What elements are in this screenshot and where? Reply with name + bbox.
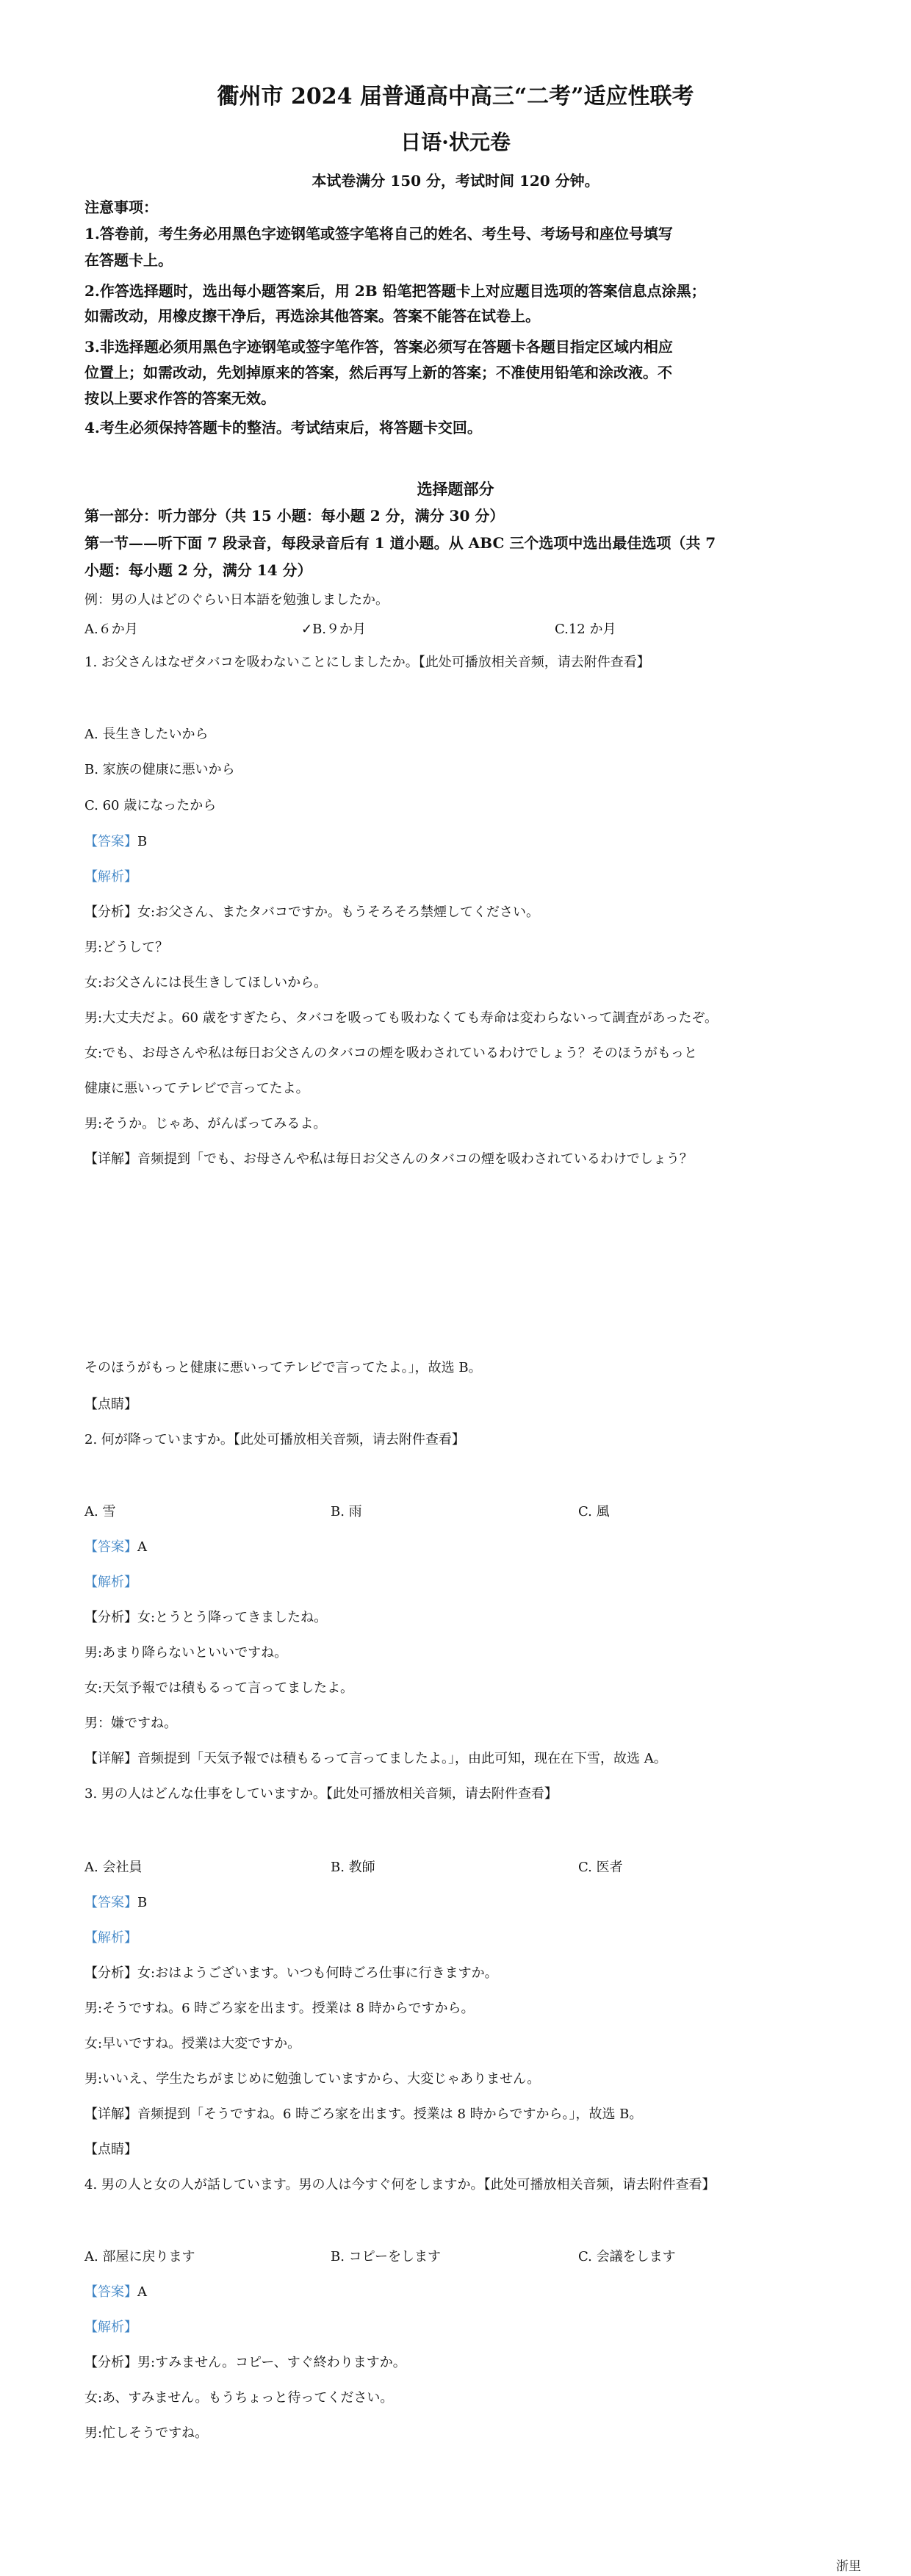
notes-line: 位置上；如需改动，先划掉原来的答案，然后再写上新的答案；不准使用铅笔和涂改液。不	[84, 364, 672, 381]
xiangjie-tag: 【详解】	[84, 2107, 137, 2122]
q4-option-a: A. 部屋に戻ります	[84, 2249, 195, 2264]
dialogue-line: 女:あ、すみません。もうちょっと待ってください。	[84, 2390, 394, 2406]
dialogue-line: 女:とうとう降ってきましたね。	[137, 1610, 328, 1625]
dialogue-line: 女:天気予報では積もるって言ってましたよ。	[84, 1680, 354, 1696]
section1-heading: 第一节——听下面 7 段录音，每段录音后有 1 道小题。从 ABC 三个选项中选出最佳选项（共 7	[84, 534, 716, 552]
dialogue-line: 健康に悪いってテレビで言ってたよ。	[84, 1081, 309, 1096]
section1-heading: 小题：每小题 2 分，满分 14 分）	[84, 561, 312, 579]
detail-text: 音频提到「そうですね。6 時ごろ家を出ます。授業は 8 時からですから。」，故选 B。	[137, 2107, 643, 2122]
answer-tag: 【答案】	[84, 1895, 137, 1910]
fenxi-tag: 【分析】	[84, 1965, 137, 1981]
q2-jiexi: 【解析】	[84, 1575, 137, 1590]
q2-detail	[84, 1750, 667, 1768]
q1-dianjing: 【点睛】	[84, 1397, 137, 1412]
dialogue-line: 男:いいえ、学生たちがまじめに勉強していますから、大変じゃありません。	[84, 2071, 541, 2087]
q3-answer	[84, 1894, 147, 1912]
q1-option-a: A. 長生きしたいから	[84, 727, 209, 742]
q1-analysis	[84, 904, 539, 921]
exam-title: 衢州市 2024 届普通高中高三“二考”适应性联考	[217, 84, 694, 109]
xiangjie-tag: 【详解】	[84, 1751, 137, 1766]
q3-dianjing: 【点睛】	[84, 2142, 137, 2157]
notes-line: 1.答卷前，考生务必用黑色字迹钢笔或签字笔将自己的姓名、考生号、考场号和座位号填写	[84, 225, 673, 242]
example-option-a: A.６か月	[84, 622, 138, 637]
dialogue-line: 男:忙しそうですね。	[84, 2425, 209, 2441]
dialogue-line: 女:おはようございます。いつも何時ごろ仕事に行きますか。	[137, 1965, 498, 1981]
answer-value: A	[137, 1539, 147, 1555]
answer-value: A	[137, 2284, 147, 2300]
notes-line: 在答题卡上。	[84, 251, 173, 269]
notes-line: 3.非选择题必须用黑色字迹钢笔或签字笔作答，答案必须写在答题卡各题目指定区域内相应	[84, 338, 673, 356]
q3-analysis	[84, 1965, 498, 1982]
notes-line: 2.作答选择题时，选出每小题答案后，用 2B 铅笔把答题卡上对应题目选项的答案信息点涂黑；	[84, 282, 706, 300]
example-option-b: ✓B.９か月	[301, 622, 367, 637]
q2-answer	[84, 1539, 147, 1556]
q3-option-a: A. 会社員	[84, 1860, 143, 1875]
dialogue-line: 男:大丈夫だよ。60 歳をすぎたら、タバコを吸っても吸わなくても寿命は変わらないって調査があったぞ。	[84, 1010, 718, 1026]
q2-option-c: C. 風	[578, 1504, 610, 1519]
score-info: 本试卷满分 150 分，考试时间 120 分钟。	[312, 172, 599, 190]
q1-detail-cont: そのほうがもっと健康に悪いってテレビで言ってたよ。」，故选 B。	[84, 1360, 482, 1375]
section-title: 选择题部分	[417, 480, 494, 498]
exam-subtitle: 日语·状元卷	[400, 130, 511, 154]
footer-watermark: 浙里	[836, 2559, 861, 2574]
fenxi-tag: 【分析】	[84, 2355, 137, 2370]
dialogue-line: 男:どうして？	[84, 940, 169, 955]
q2-question: 2. 何が降っていますか。【此处可播放相关音频，请去附件查看】	[84, 1432, 465, 1447]
q2-option-b: B. 雨	[331, 1504, 362, 1519]
q4-answer	[84, 2284, 147, 2301]
dialogue-line: 男：嫌ですね。	[84, 1716, 177, 1731]
fenxi-tag: 【分析】	[84, 1610, 137, 1625]
q3-jiexi: 【解析】	[84, 1930, 137, 1946]
xiangjie-tag: 【详解】	[84, 1151, 137, 1167]
dialogue-line: 女:お父さんには長生きしてほしいから。	[84, 975, 328, 990]
answer-tag: 【答案】	[84, 834, 137, 849]
notes-heading: 注意事项：	[84, 198, 158, 216]
dialogue-line: 男:そうですね。6 時ごろ家を出ます。授業は 8 時からですから。	[84, 2001, 475, 2016]
dialogue-line: 男:すみません。コピー、すぐ終わりますか。	[137, 2355, 406, 2370]
answer-value: B	[137, 834, 148, 849]
q4-analysis	[84, 2354, 406, 2372]
q1-detail	[84, 1151, 693, 1168]
q3-detail	[84, 2106, 642, 2123]
answer-tag: 【答案】	[84, 2284, 137, 2300]
q4-jiexi: 【解析】	[84, 2320, 137, 2335]
dialogue-line: 女:早いですね。授業は大変ですか。	[84, 2036, 301, 2051]
fenxi-tag: 【分析】	[84, 904, 137, 920]
notes-line: 如需改动，用橡皮擦干净后，再选涂其他答案。答案不能答在试卷上。	[84, 307, 540, 325]
answer-tag: 【答案】	[84, 1539, 137, 1555]
dialogue-line: 男:そうか。じゃあ、がんばってみるよ。	[84, 1116, 327, 1132]
q3-option-b: B. 教師	[331, 1860, 375, 1875]
q2-analysis	[84, 1609, 327, 1627]
q1-answer	[84, 833, 147, 851]
dialogue-line: 女:でも、お母さんや私は毎日お父さんのタバコの煙を吸わされているわけでしょう？そのほうがもっと	[84, 1046, 697, 1061]
q3-option-c: C. 医者	[578, 1860, 623, 1875]
detail-text: 音频提到「でも、お母さんや私は毎日お父さんのタバコの煙を吸わされているわけでしょう？	[137, 1151, 693, 1167]
detail-text: 音频提到「天気予報では積もるって言ってましたよ。」，由此可知，现在在下雪，故选 A。	[137, 1751, 667, 1766]
q1-option-b: B. 家族の健康に悪いから	[84, 762, 235, 777]
example-option-c: C.12 か月	[555, 622, 616, 637]
dialogue-line: 男:あまり降らないといいですね。	[84, 1645, 288, 1661]
part1-heading: 第一部分：听力部分（共 15 小题：每小题 2 分，满分 30 分）	[84, 507, 505, 525]
notes-line: 按以上要求作答的答案无效。	[84, 389, 276, 407]
q4-option-c: C. 会議をします	[578, 2249, 676, 2264]
q1-jiexi: 【解析】	[84, 869, 137, 885]
answer-value: B	[137, 1895, 148, 1910]
q4-option-b: B. コピーをします	[331, 2249, 441, 2264]
dialogue-line: 女:お父さん、またタバコですか。もうそろそろ禁煙してください。	[137, 904, 539, 920]
example-question: 例：男の人はどのぐらい日本語を勉強しましたか。	[84, 592, 389, 608]
q1-option-c: C. 60 歳になったから	[84, 798, 217, 813]
notes-line: 4.考生必须保持答题卡的整洁。考试结束后，将答题卡交回。	[84, 419, 482, 436]
q4-question: 4. 男の人と女の人が話しています。男の人は今すぐ何をしますか。【此处可播放相关音频，请去附件查看】	[84, 2177, 716, 2192]
q1-question: 1. お父さんはなぜタバコを吸わないことにしましたか。【此处可播放相关音频，请去附件查看】	[84, 655, 650, 670]
q3-question: 3. 男の人はどんな仕事をしていますか。【此处可播放相关音频，请去附件查看】	[84, 1786, 558, 1802]
q2-option-a: A. 雪	[84, 1504, 116, 1519]
